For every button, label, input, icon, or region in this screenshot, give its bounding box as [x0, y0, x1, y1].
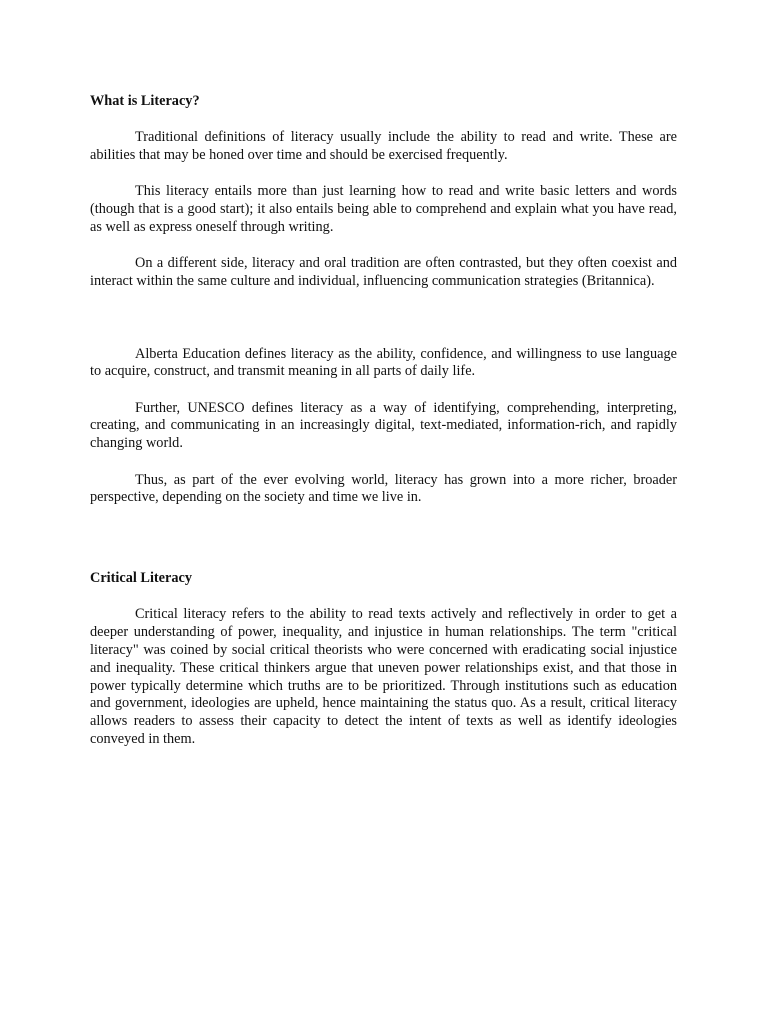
paragraph-alberta-education: Alberta Education defines literacy as the ability, confidence, and willingness to use language to acquire, construct, and transmit meaning in all parts of daily life.	[90, 345, 677, 380]
paragraph-traditional-definitions: Traditional definitions of literacy usually include the ability to read and write. These are abilities that may be honed over time and should be exercised frequently.	[90, 129, 677, 164]
paragraph-unesco: Further, UNESCO defines literacy as a way of identifying, comprehending, interpreting, creating, and communicating in an increasingly digital, text-mediated, information-rich, and rapidly changing world.	[90, 399, 677, 452]
section-heading-critical-literacy: Critical Literacy	[90, 570, 193, 587]
paragraph-critical-literacy: Critical literacy refers to the ability to read texts actively and reflectively in order to get a deeper understanding of power, inequality, and injustice in human relationships. The term "critical literacy" was coined by social critical theorists who were concerned with eradicating social injustice and inequality. These critical thinkers argue that uneven power relationships exist, and that those in power typically determine which truths are to be prioritized. Through institutions such as education and government, ideologies are upheld, hence maintaining the status quo. As a result, critical literacy allows readers to assess their capacity to detect the intent of texts as well as identify ideologies conveyed in them.	[90, 606, 677, 748]
paragraph-literacy-entails: This literacy entails more than just learning how to read and write basic letters and words (though that is a good start); it also entails being able to comprehend and explain what you have read, as well as express oneself through writing.	[90, 183, 677, 235]
document-page	[90, 93, 677, 749]
paragraph-oral-tradition: On a different side, literacy and oral tradition are often contrasted, but they often coexist and interact within the same culture and individual, influencing communication strategies (Britannica).	[90, 255, 677, 290]
section-heading-what-is-literacy: What is Literacy?	[90, 93, 200, 109]
paragraph-evolving-world: Thus, as part of the ever evolving world, literacy has grown into a more richer, broader perspective, depending on the society and time we live in.	[90, 471, 677, 506]
